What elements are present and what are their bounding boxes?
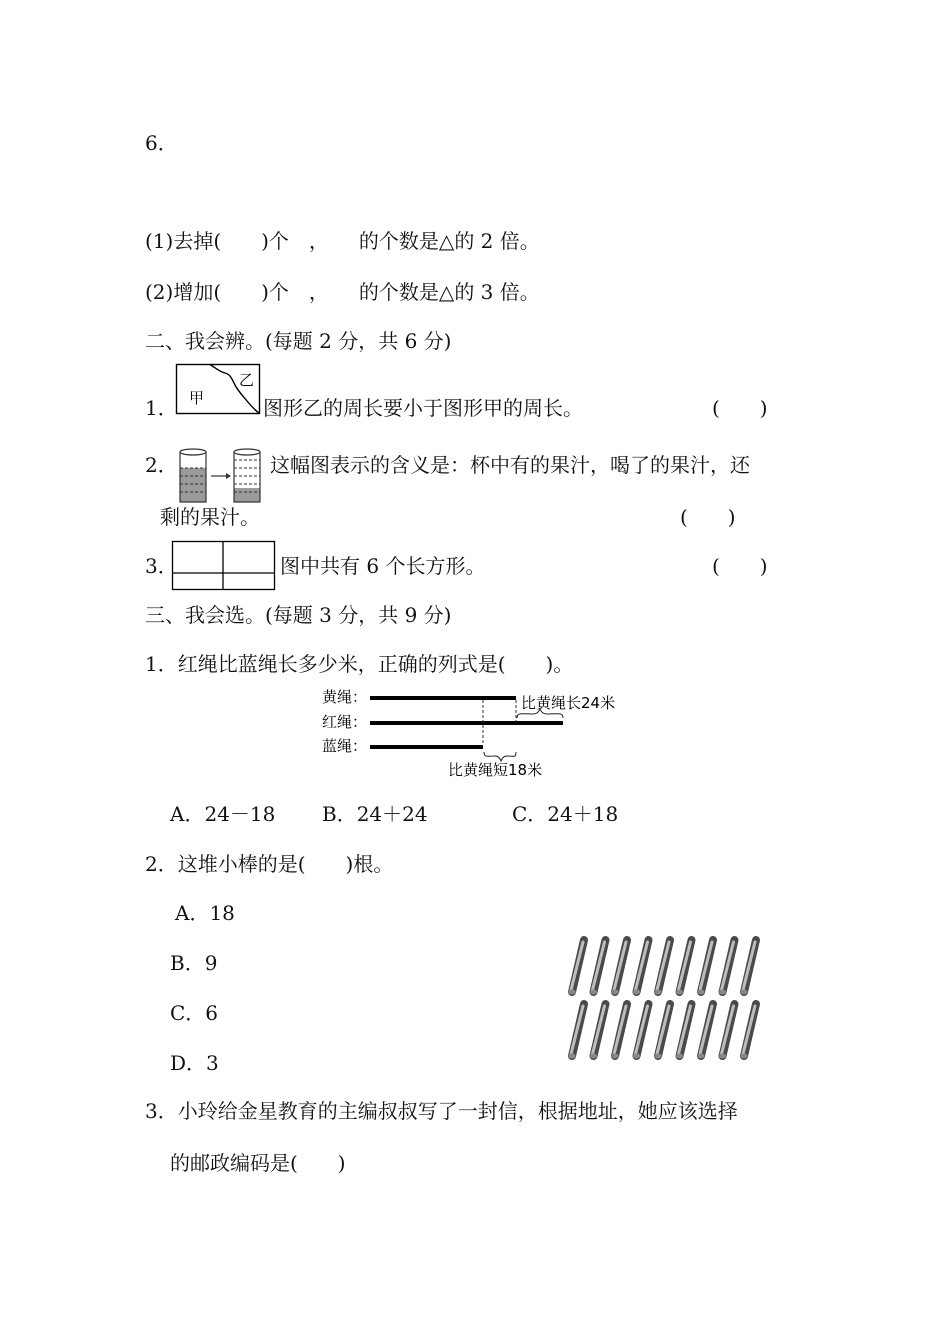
label-longer: 比黄绳长24米 bbox=[521, 694, 616, 712]
s3-q1-option-a: A．24－18 bbox=[170, 802, 276, 826]
s3-q2-option-b: B．9 bbox=[170, 951, 218, 975]
s2-item2-number: 2． bbox=[145, 453, 178, 477]
s2-item1-text: 图形乙的周长要小于图形甲的周长。 bbox=[263, 396, 583, 420]
stick bbox=[633, 1004, 649, 1059]
right-cup-rim bbox=[234, 449, 260, 455]
s2-item3-text: 图中共有 6 个长方形。 bbox=[280, 554, 486, 578]
rope-diagram bbox=[318, 684, 638, 784]
rectangles-figure bbox=[171, 540, 277, 592]
stick bbox=[569, 1004, 585, 1059]
s3-q1-option-c: C．24＋18 bbox=[512, 802, 619, 826]
section2-heading: 二、我会辨。(每题 2 分，共 6 分) bbox=[145, 329, 452, 353]
stick bbox=[676, 1004, 692, 1059]
q6-number: 6． bbox=[145, 131, 178, 155]
s2-item1-number: 1． bbox=[145, 396, 178, 420]
stick bbox=[655, 940, 671, 995]
stick bbox=[612, 1004, 628, 1059]
stick bbox=[741, 1004, 757, 1059]
stick bbox=[719, 1004, 735, 1059]
s3-q1-option-b: B．24＋24 bbox=[322, 802, 428, 826]
q6-sub2: (2)增加( )个 ， 的个数是△的 3 倍。 bbox=[145, 280, 540, 304]
s2-item1-paren: ( ) bbox=[712, 396, 768, 420]
label-red-rope: 红绳： bbox=[322, 713, 368, 731]
stick bbox=[741, 940, 757, 995]
s2-item2-text: 这幅图表示的含义是：杯中有的果汁，喝了的果汁，还 bbox=[270, 453, 750, 477]
arrow-head bbox=[226, 473, 231, 479]
stick bbox=[698, 1004, 714, 1059]
stick bbox=[633, 940, 649, 995]
s3-q2-stem: 2．这堆小棒的是( )根。 bbox=[145, 852, 394, 876]
section3-heading: 三、我会选。(每题 3 分，共 9 分) bbox=[145, 603, 452, 627]
stick bbox=[655, 1004, 671, 1059]
stick bbox=[612, 940, 628, 995]
label-shorter: 比黄绳短18米 bbox=[448, 761, 543, 779]
s3-q3-stem-line1: 3．小玲给金星教育的主编叔叔写了一封信，根据地址，她应该选择 bbox=[145, 1099, 738, 1123]
label-blue-rope: 蓝绳： bbox=[322, 737, 368, 755]
s2-item2-paren: ( ) bbox=[680, 505, 736, 529]
s2-item2-text2: 剩的果汁。 bbox=[160, 505, 260, 529]
blue-rope bbox=[370, 745, 483, 749]
s2-item3-number: 3． bbox=[145, 554, 178, 578]
left-cup-rim bbox=[180, 449, 206, 455]
stick bbox=[719, 940, 735, 995]
sticks-figure bbox=[566, 934, 776, 1064]
q6-sub1: (1)去掉( )个 ， 的个数是△的 2 倍。 bbox=[145, 229, 540, 253]
label-yellow-rope: 黄绳： bbox=[322, 688, 368, 706]
s3-q2-option-a: A．18 bbox=[175, 901, 235, 925]
s3-q2-option-c: C．6 bbox=[170, 1001, 219, 1025]
label-yi: 乙 bbox=[239, 371, 255, 389]
brace-shorter bbox=[484, 752, 516, 761]
label-jia: 甲 bbox=[189, 389, 205, 407]
shape-jia-yi-figure bbox=[175, 363, 261, 417]
stick bbox=[676, 940, 692, 995]
left-cup-juice bbox=[180, 468, 206, 502]
stick bbox=[698, 940, 714, 995]
s3-q3-stem-line2: 的邮政编码是( ) bbox=[170, 1151, 346, 1175]
s3-q2-option-d: D．3 bbox=[170, 1051, 219, 1075]
stick bbox=[569, 940, 585, 995]
stick bbox=[590, 1004, 606, 1059]
yellow-rope bbox=[370, 696, 516, 700]
s2-item3-paren: ( ) bbox=[712, 554, 768, 578]
stick bbox=[590, 940, 606, 995]
juice-cups-figure bbox=[176, 446, 268, 508]
right-cup-juice bbox=[234, 488, 260, 502]
s3-q1-stem: 1．红绳比蓝绳长多少米，正确的列式是( )。 bbox=[145, 652, 574, 676]
red-rope bbox=[370, 721, 563, 725]
